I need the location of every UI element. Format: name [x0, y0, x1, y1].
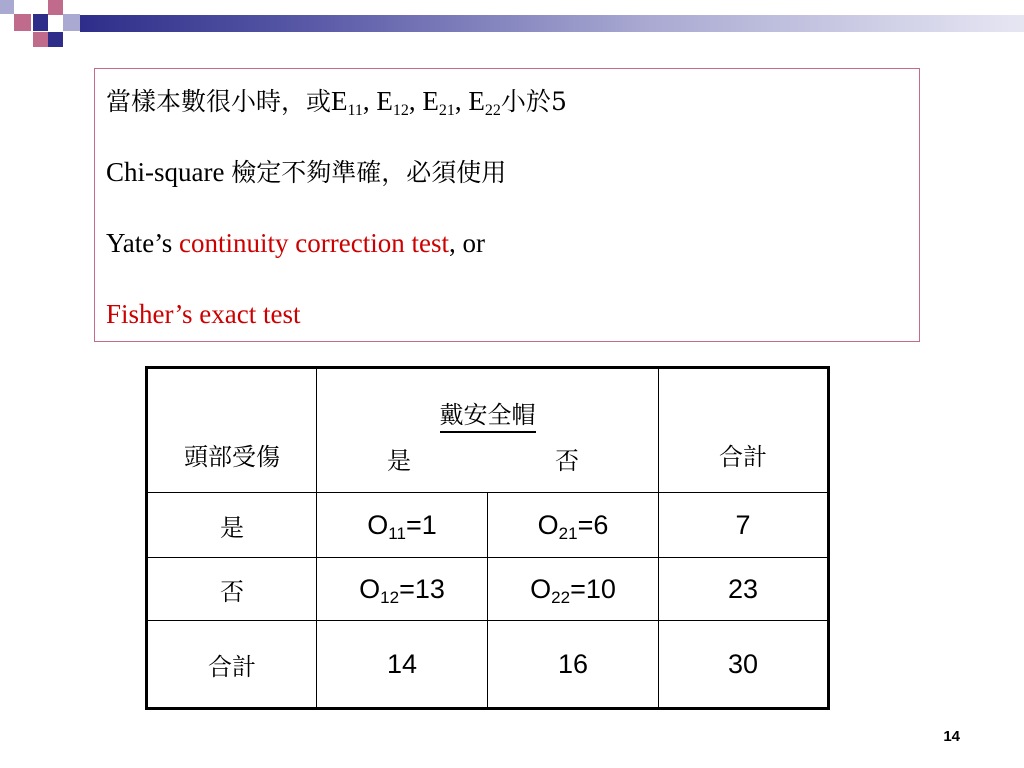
expected-e11: $E_{11}$ [331, 86, 363, 119]
note-highlight: continuity correction test [179, 228, 449, 258]
cell-o11: $O_{11}=1$ [317, 493, 488, 558]
note-text: , or [448, 228, 485, 258]
header-square [33, 14, 48, 31]
header-square [48, 0, 63, 15]
table-total-row [147, 621, 829, 709]
expected-e12: $E_{12}$ [376, 86, 409, 119]
row-label: 否 [147, 558, 317, 621]
note-text: 小於 [500, 87, 551, 116]
helmet-label: 戴安全帽 [440, 401, 536, 433]
row-label: 合計 [147, 621, 317, 709]
note-text: Chi-square [106, 157, 232, 187]
table-header-row [147, 368, 829, 493]
expected-e21: $E_{21}$ [422, 86, 455, 119]
row-header-label: 頭部受傷 [147, 368, 317, 493]
cell-o22: $O_{22}=10$ [488, 558, 659, 621]
header-square [63, 14, 80, 31]
cell-o12: $O_{12}=13$ [317, 558, 488, 621]
header-square [33, 32, 48, 47]
table-row [147, 558, 829, 621]
header-decoration [0, 0, 80, 60]
col-no-label: 否 [555, 447, 579, 475]
cell-row-total: 23 [659, 558, 829, 621]
contingency-table [145, 366, 830, 710]
cell-col-total: 16 [488, 621, 659, 709]
row-label: 是 [147, 493, 317, 558]
helmet-header [317, 368, 659, 493]
note-number: 5 [550, 87, 567, 116]
header-square [48, 32, 63, 47]
cell-col-total: 14 [317, 621, 488, 709]
note-text: Yate’s [106, 228, 180, 258]
header-gradient-bar [80, 15, 1024, 32]
note-line-3 [106, 227, 485, 259]
col-yes-label: 是 [387, 447, 411, 475]
table-row [147, 493, 829, 558]
note-line-2 [106, 156, 506, 189]
header-square [14, 14, 31, 31]
header-square [0, 0, 14, 14]
note-line-1: 當樣本數很小時，或$E_{11}$, $E_{12}$, $E_{21}$, $E_{22}$小於5 [106, 86, 567, 119]
page-number: 14 [943, 728, 960, 745]
note-box [94, 68, 920, 342]
cell-row-total: 7 [659, 493, 829, 558]
col-total-label: 合計 [659, 368, 829, 493]
note-line-4: Fisher’s exact test [106, 299, 301, 329]
note-text: 檢定不夠準確，必須使用 [231, 158, 507, 187]
expected-e22: $E_{22}$ [468, 86, 501, 119]
note-text: 當樣本數很小時，或 [106, 87, 332, 116]
cell-o21: $O_{21}=6$ [488, 493, 659, 558]
cell-grand-total: 30 [659, 621, 829, 709]
